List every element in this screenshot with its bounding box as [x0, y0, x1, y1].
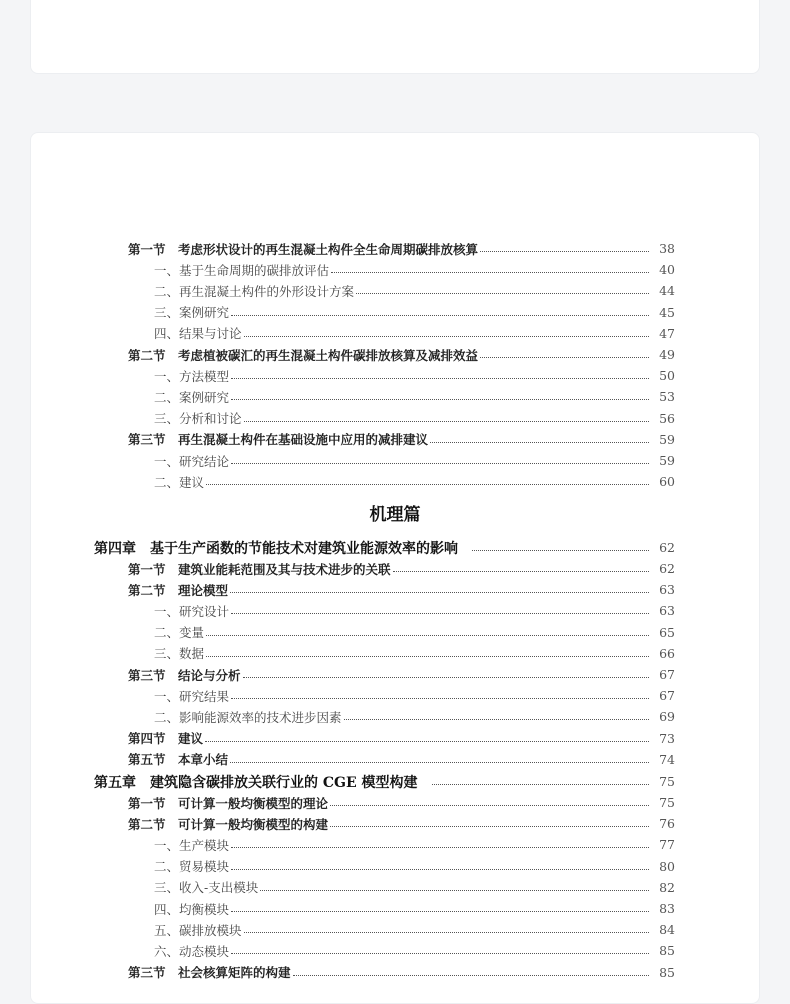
toc-entry-title: 第三节 再生混凝土构件在基础设施中应用的减排建议 — [128, 432, 429, 448]
dot-leader — [206, 484, 649, 485]
toc-entry-item[interactable] — [31, 600, 759, 621]
toc-entry-page-number: 75 — [659, 795, 675, 810]
dot-leader — [393, 571, 649, 572]
toc-entry-section[interactable] — [31, 813, 759, 834]
toc-entry-title: 三、数据 — [154, 646, 205, 662]
toc-entry-title: 二、再生混凝土构件的外形设计方案 — [154, 283, 355, 299]
toc-entry-page-number: 83 — [659, 901, 675, 916]
toc-entry-title: 第二节 可计算一般均衡模型的构建 — [128, 816, 329, 832]
toc-entry-item[interactable] — [31, 940, 759, 961]
toc-entry-page-number: 85 — [659, 964, 675, 980]
toc-entry-item[interactable] — [31, 280, 759, 301]
dot-leader — [243, 677, 649, 678]
toc-entry-title: 第二节 考虑植被碳汇的再生混凝土构件碳排放核算及减排效益 — [128, 347, 479, 363]
toc-entry-title: 二、贸易模块 — [154, 859, 230, 875]
toc-entry-title: 第一节 考虑形状设计的再生混凝土构件全生命周期碳排放核算 — [128, 241, 479, 257]
dot-leader — [231, 399, 649, 400]
dot-leader — [231, 847, 649, 848]
toc-entry-title: 二、建议 — [154, 474, 205, 490]
toc-entry-title: 第五章 建筑隐含碳排放关联行业的 CGE 模型构建 — [94, 774, 418, 791]
toc-entry-title: 三、案例研究 — [154, 305, 230, 321]
toc-entry-item[interactable] — [31, 685, 759, 706]
toc-entry-chapter[interactable] — [31, 771, 759, 792]
toc-entry-page-number: 62 — [659, 540, 675, 555]
toc-entry-item[interactable] — [31, 450, 759, 471]
dot-leader — [480, 357, 649, 358]
dot-leader — [231, 613, 649, 614]
toc-entry-page-number: 56 — [659, 410, 675, 426]
dot-leader — [356, 293, 649, 294]
toc-entry-title: 三、分析和讨论 — [154, 411, 242, 427]
toc-entry-title: 第一节 可计算一般均衡模型的理论 — [128, 795, 329, 811]
dot-leader — [244, 932, 649, 933]
dot-leader — [231, 869, 649, 870]
toc-entry-page-number: 75 — [659, 774, 675, 789]
toc-entry-page-number: 62 — [659, 561, 675, 576]
dot-leader — [330, 805, 649, 806]
toc-entry-item[interactable] — [31, 919, 759, 940]
toc-entry-page-number: 45 — [659, 304, 675, 320]
toc-entry-section[interactable] — [31, 664, 759, 685]
dot-leader — [231, 463, 649, 464]
dot-leader — [206, 656, 649, 657]
toc-entry-page-number: 84 — [659, 922, 675, 938]
dot-leader — [430, 442, 649, 443]
toc-entry-title: 六、动态模块 — [154, 943, 230, 959]
dot-leader — [231, 378, 649, 379]
toc-entry-page-number: 69 — [659, 709, 675, 725]
dot-leader — [231, 911, 649, 912]
toc-entry-item[interactable] — [31, 877, 759, 898]
toc-entry-page-number: 76 — [659, 816, 675, 832]
toc-entry-page-number: 59 — [659, 453, 675, 468]
toc-entry-page-number: 66 — [659, 645, 675, 661]
toc-entry-title: 三、收入-支出模块 — [154, 880, 259, 896]
toc-entry-page-number: 47 — [659, 325, 675, 341]
dot-leader — [480, 251, 649, 252]
toc-entry-title: 五、碳排放模块 — [154, 922, 242, 938]
toc-entry-title: 第三节 社会核算矩阵的构建 — [128, 965, 291, 981]
dot-leader — [231, 953, 649, 954]
toc-entry-item[interactable] — [31, 323, 759, 344]
toc-entry-title: 一、研究结果 — [154, 688, 230, 704]
toc-entry-page-number: 44 — [659, 283, 675, 299]
toc-entry-page-number: 63 — [659, 603, 675, 619]
toc-entry-page-number: 82 — [659, 879, 675, 895]
toc-entry-item[interactable] — [31, 643, 759, 664]
dot-leader — [330, 826, 649, 827]
toc-entry-section[interactable] — [31, 558, 759, 579]
toc-entry-item[interactable] — [31, 386, 759, 407]
toc-entry-section[interactable] — [31, 429, 759, 450]
dot-leader — [231, 315, 649, 316]
toc-entry-page-number: 49 — [659, 347, 675, 362]
toc-entry-item[interactable] — [31, 365, 759, 386]
toc-entry-page-number: 59 — [659, 431, 675, 447]
toc-entry-section[interactable] — [31, 344, 759, 365]
dot-leader — [205, 741, 649, 742]
previous-page-card — [30, 0, 760, 74]
toc-page-card — [30, 132, 760, 1004]
toc-entry-title: 第一节 建筑业能耗范围及其与技术进步的关联 — [128, 561, 391, 577]
toc-entry-title: 一、研究结论 — [154, 453, 230, 469]
toc-entry-item[interactable] — [31, 408, 759, 429]
toc-entry-title: 第四章 基于生产函数的节能技术对建筑业能源效率的影响 — [94, 540, 458, 557]
toc-entry-title: 四、均衡模块 — [154, 901, 230, 917]
dot-leader — [344, 719, 649, 720]
toc-entry-page-number: 77 — [659, 837, 675, 853]
toc-entry-title: 二、案例研究 — [154, 389, 230, 405]
dot-leader — [260, 890, 649, 891]
toc-entry-title: 第五节 本章小结 — [128, 752, 229, 768]
dot-leader — [231, 698, 649, 699]
toc-entry-section[interactable] — [31, 238, 759, 259]
toc-entry-page-number: 63 — [659, 582, 675, 598]
toc-entry-item[interactable] — [31, 622, 759, 643]
toc-entry-title: 一、基于生命周期的碳排放评估 — [154, 262, 330, 278]
toc-entry-section[interactable] — [31, 749, 759, 770]
dot-leader — [293, 975, 649, 976]
toc-entry-page-number: 40 — [659, 262, 675, 278]
toc-entry-item[interactable] — [31, 898, 759, 919]
toc-entry-section[interactable] — [31, 962, 759, 983]
toc-entry-item[interactable] — [31, 302, 759, 323]
toc-entry-section[interactable] — [31, 728, 759, 749]
toc-entry-page-number: 50 — [659, 368, 675, 384]
part-title: 机理篇 — [369, 505, 421, 525]
dot-leader — [230, 762, 649, 763]
toc-entry-item[interactable] — [31, 471, 759, 492]
toc-entry-page-number: 53 — [659, 389, 675, 405]
toc-entry-page-number: 74 — [659, 751, 675, 767]
toc-entry-chapter[interactable] — [31, 537, 759, 558]
toc-entry-title: 一、研究设计 — [154, 603, 230, 619]
toc-entry-page-number: 38 — [659, 241, 675, 256]
toc-entry-title: 第四节 建议 — [128, 731, 204, 747]
toc-entry-section[interactable] — [31, 792, 759, 813]
dot-leader — [331, 272, 649, 273]
toc-entry-page-number: 65 — [659, 624, 675, 640]
dot-leader — [244, 421, 649, 422]
toc-entry-title: 第三节 结论与分析 — [128, 667, 241, 683]
dot-leader — [432, 784, 649, 785]
toc-entry-title: 二、影响能源效率的技术进步因素 — [154, 709, 342, 725]
toc-entry-title: 第二节 理论模型 — [128, 582, 229, 598]
toc-entry-item[interactable] — [31, 856, 759, 877]
toc-entry-item[interactable] — [31, 834, 759, 855]
toc-entry-page-number: 60 — [659, 474, 675, 490]
toc-entry-page-number: 67 — [659, 667, 675, 682]
toc-entry-page-number: 73 — [659, 730, 675, 746]
dot-leader — [244, 336, 649, 337]
toc-entry-page-number: 85 — [659, 943, 675, 959]
toc-entry-page-number: 80 — [659, 858, 675, 874]
toc-entry-title: 二、变量 — [154, 625, 205, 641]
dot-leader — [472, 550, 649, 551]
toc-entry-title: 一、方法模型 — [154, 368, 230, 384]
toc-entry-item[interactable] — [31, 706, 759, 727]
dot-leader — [230, 592, 649, 593]
dot-leader — [206, 635, 649, 636]
toc-entry-title: 四、结果与讨论 — [154, 326, 242, 342]
toc-entry-section[interactable] — [31, 579, 759, 600]
toc-entry-page-number: 67 — [659, 688, 675, 704]
toc-entry-title: 一、生产模块 — [154, 837, 230, 853]
toc-entry-item[interactable] — [31, 259, 759, 280]
